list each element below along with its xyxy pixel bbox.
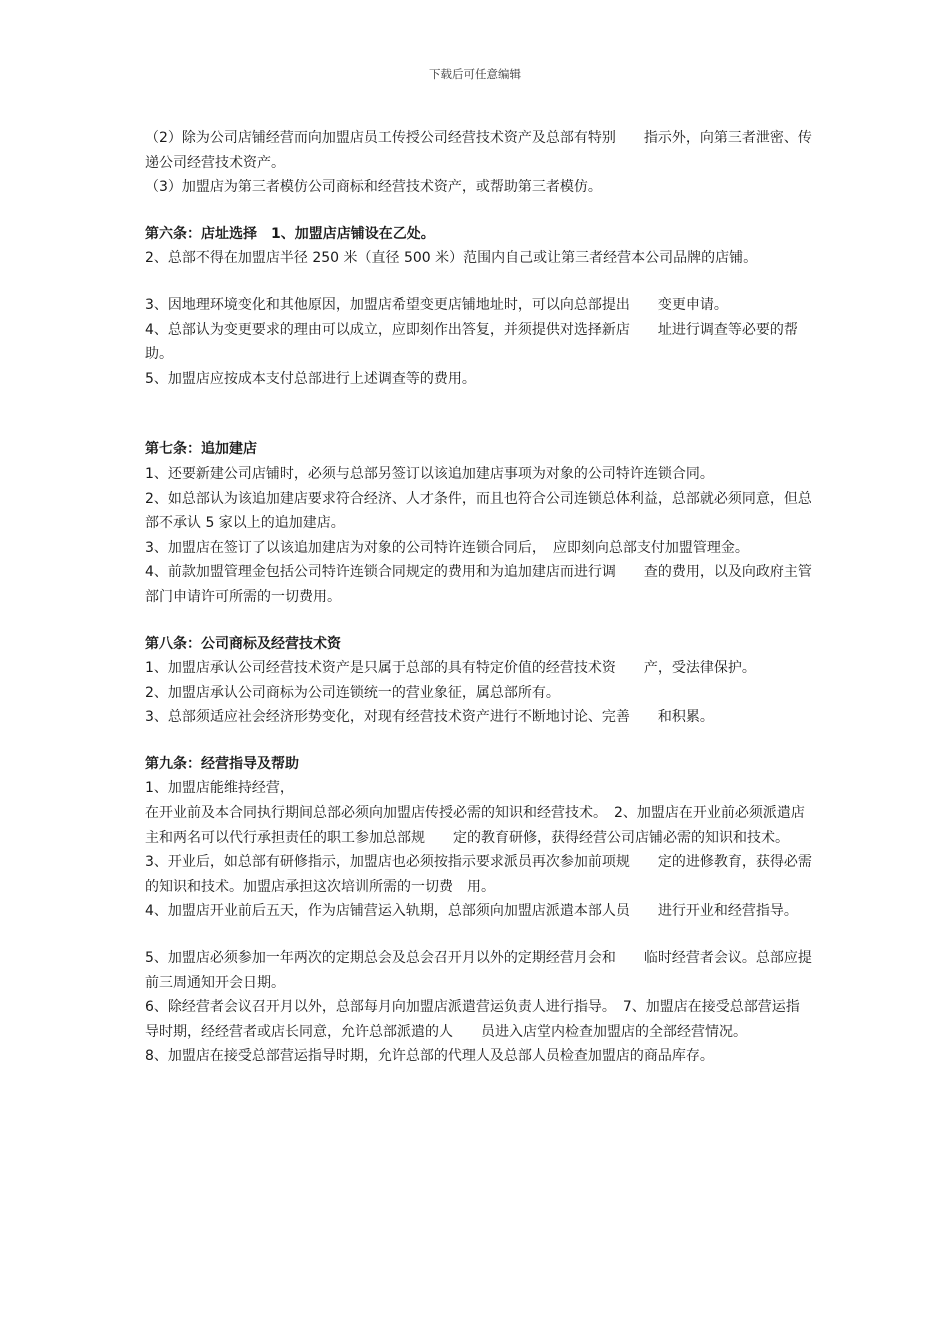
body-paragraph: 8、加盟店在接受总部营运指导时期，允许总部的代理人及总部人员检查加盟店的商品库存。	[145, 1048, 714, 1065]
body-paragraph: 5、加盟店应按成本支付总部进行上述调查等的费用。	[145, 370, 476, 387]
body-paragraph: 5、加盟店必须参加一年两次的定期总会及总会召开月以外的定期经营月会和 临时经营者会议。总部应提前三周通知开会日期。	[145, 950, 812, 991]
paragraph-spacer	[145, 200, 813, 222]
body-paragraph: 4、加盟店开业前后五天，作为店铺营运入轨期，总部须向加盟店派遣本部人员 进行开业和经营指导。	[145, 903, 798, 920]
body-paragraph: （3）加盟店为第三者模仿公司商标和经营技术资产，或帮助第三者模仿。	[145, 179, 602, 196]
paragraph-spacer	[145, 730, 813, 752]
body-paragraph: 1、加盟店能维持经营，	[145, 780, 294, 797]
body-paragraph: 3、因地理环境变化和其他原因，加盟店希望变更店铺地址时，可以向总部提出 变更申请。	[145, 296, 728, 313]
section-heading: 第六条：店址选择 1、加盟店店铺设在乙处。	[145, 225, 435, 242]
body-paragraph: 2、如总部认为该追加建店要求符合经济、人才条件，而且也符合公司连锁总体利益，总部就必须同意，但总部不承认 5 家以上的追加建店。	[145, 490, 812, 532]
section-heading: 第九条：经营指导及帮助	[145, 755, 299, 772]
body-paragraph: 2、加盟店承认公司商标为公司连锁统一的营业象征，属总部所有。	[145, 684, 560, 701]
paragraph-spacer	[145, 391, 813, 437]
body-paragraph: 1、加盟店承认公司经营技术资产是只属于总部的具有特定价值的经营技术资 产，受法律保护。	[145, 660, 756, 677]
body-paragraph: 2、总部不得在加盟店半径 250 米（直径 500 米）范围内自己或让第三者经营本公司品牌的店铺。	[145, 250, 758, 267]
body-paragraph: 在开业前及本合同执行期间总部必须向加盟店传授必需的知识和经营技术。 2、加盟店在开业前必须派遣店主和两名可以代行承担责任的职工参加总部规 定的教育研修，获得经营公司店铺必需的知识和技术。	[145, 805, 805, 846]
body-paragraph: 1、还要新建公司店铺时，必须与总部另签订以该追加建店事项为对象的公司特许连锁合同。	[145, 465, 714, 482]
body-paragraph: 3、总部须适应社会经济形势变化，对现有经营技术资产进行不断地讨论、完善 和积累。	[145, 709, 714, 726]
body-paragraph: 6、除经营者会议召开月以外，总部每月向加盟店派遣营运负责人进行指导。 7、加盟店在接受总部营运指导时期，经经营者或店长同意，允许总部派遣的人 员进入店堂内检查加盟店的全部经营情况。	[145, 999, 800, 1040]
paragraph-spacer	[145, 610, 813, 632]
section-heading: 第八条：公司商标及经营技术资	[145, 635, 341, 652]
section-heading: 第七条：追加建店	[145, 441, 257, 458]
paragraph-spacer	[145, 271, 813, 293]
body-paragraph: 3、加盟店在签订了以该追加建店为对象的公司特许连锁合同后， 应即刻向总部支付加盟管理金。	[145, 539, 749, 556]
body-paragraph: （2）除为公司店铺经营而向加盟店员工传授公司经营技术资产及总部有特别 指示外，向第三者泄密、传递公司经营技术资产。	[145, 130, 812, 171]
paragraph-spacer	[145, 924, 813, 946]
page-header: 下载后可任意编辑	[429, 67, 521, 81]
document-body	[145, 126, 813, 1069]
body-paragraph: 4、总部认为变更要求的理由可以成立，应即刻作出答复，并须提供对选择新店 址进行调查等必要的帮助。	[145, 321, 798, 363]
body-paragraph: 3、开业后，如总部有研修指示，加盟店也必须按指示要求派员再次参加前项规 定的进修教育，获得必需的知识和技术。加盟店承担这次培训所需的一切费 用。	[145, 854, 812, 895]
body-paragraph: 4、前款加盟管理金包括公司特许连锁合同规定的费用和为追加建店而进行调 查的费用，以及向政府主管部门申请许可所需的一切费用。	[145, 564, 812, 605]
